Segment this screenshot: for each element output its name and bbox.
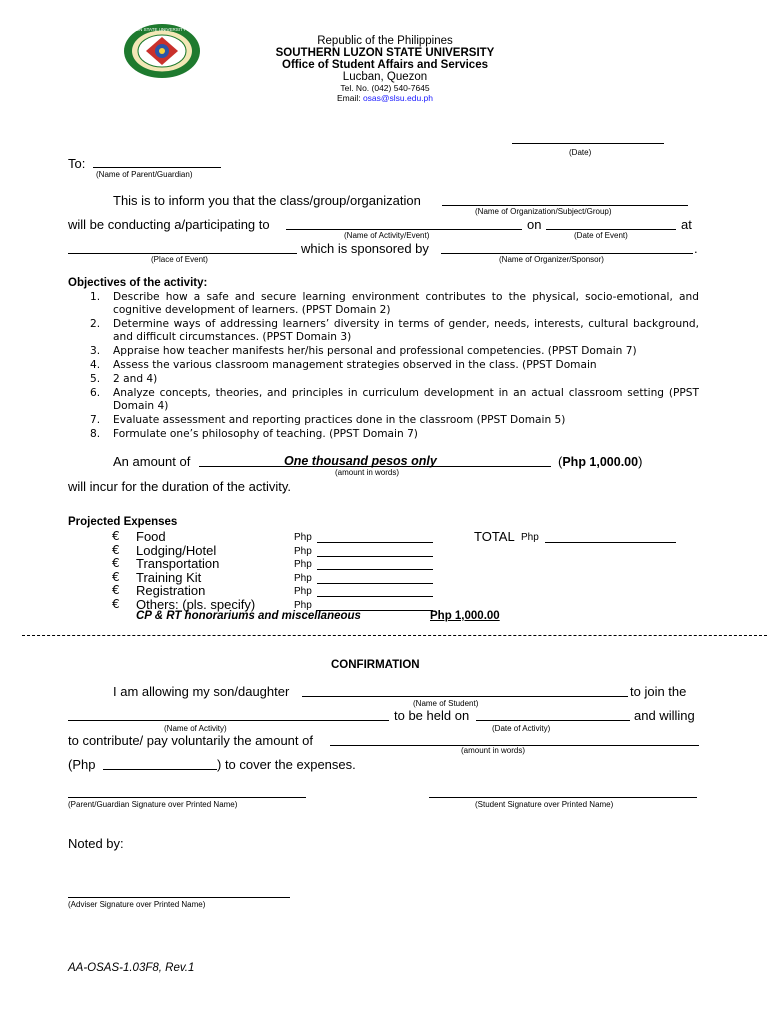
other-expense-amount: Php 1,000.00	[430, 610, 500, 622]
parent-signature-line[interactable]	[68, 797, 306, 798]
expense-label-others: Others: (pls. specify)	[136, 597, 256, 612]
date-caption: (Date)	[569, 148, 592, 157]
expense-php-label: Php	[294, 573, 312, 584]
objective-item	[90, 414, 700, 428]
objective-item	[90, 345, 700, 359]
student-signature-line[interactable]	[429, 797, 697, 798]
event-date-caption: (Date of Event)	[574, 231, 628, 240]
office-name: Office of Student Affairs and Services	[282, 59, 488, 71]
university-seal	[122, 23, 202, 79]
form-code: AA-OSAS-1.03F8, Rev.1	[68, 962, 195, 974]
email-line	[230, 93, 540, 103]
objective-text: Determine ways of addressing learners’ diversity in terms of gender, needs, interests, cultural background, and difficult circumstances. (PPST Domain 3)	[113, 318, 699, 344]
held-on-text: to be held on	[394, 708, 470, 723]
other-expense-description: CP & RT honorariums and miscellaneous	[136, 610, 361, 622]
amount-figure: Php 1,000.00	[562, 455, 639, 469]
objective-text: Assess the various classroom management strategies observed in the class. (PPST Domain	[113, 359, 597, 371]
confirmation-title: CONFIRMATION	[331, 659, 420, 671]
amount-close-paren: )	[638, 454, 643, 469]
objective-item	[90, 373, 700, 387]
event-date-line[interactable]	[546, 229, 676, 230]
objective-number: 7.	[90, 414, 101, 426]
expense-php-label: Php	[294, 559, 312, 570]
to-caption: (Name of Parent/Guardian)	[96, 170, 193, 179]
objective-text: Describe how a safe and secure learning environment contributes to the physical, socio-emotional, and cognitive development of learners. (PPST Domain 2)	[113, 291, 699, 317]
conducting-text: will be conducting a/participating to	[68, 217, 270, 232]
adviser-signature-caption: (Adviser Signature over Printed Name)	[68, 900, 206, 909]
adviser-signature-line[interactable]	[68, 897, 290, 898]
amount-label: An amount of	[113, 454, 191, 469]
confirm-activity-caption: (Name of Activity)	[164, 724, 227, 733]
willing-text: and willing	[634, 708, 695, 723]
objective-number: 5.	[90, 373, 101, 385]
expense-php-label: Php	[294, 586, 312, 597]
expense-php-label: Php	[294, 532, 312, 543]
student-signature-caption: (Student Signature over Printed Name)	[475, 800, 614, 809]
student-name-line[interactable]	[302, 696, 628, 697]
bullet-icon: €	[112, 543, 120, 557]
objective-item	[90, 291, 700, 318]
on-text: on	[527, 217, 542, 232]
place-line[interactable]	[68, 253, 297, 254]
objective-item	[90, 359, 700, 373]
seal-text: LUZON STATE UNIVERSITY 1964	[127, 27, 197, 32]
sponsor-line[interactable]	[441, 253, 693, 254]
expense-label-lodging: Lodging/Hotel	[136, 543, 217, 558]
amount-caption: (amount in words)	[335, 468, 400, 477]
expense-label-training-kit: Training Kit	[136, 570, 202, 585]
tel-number: Tel. No. (042) 540-7645	[340, 83, 430, 93]
total-php-label: Php	[521, 532, 539, 543]
email-link[interactable]: osas@slsu.edu.ph	[362, 93, 434, 103]
parent-signature-caption: (Parent/Guardian Signature over Printed Name)	[68, 800, 238, 809]
expense-amount-line[interactable]	[317, 542, 433, 543]
bullet-icon: €	[112, 556, 120, 570]
sponsor-period: .	[694, 241, 698, 256]
php-open-text: (Php	[68, 757, 96, 772]
confirm-activity-line[interactable]	[68, 720, 389, 721]
to-line[interactable]	[93, 167, 221, 168]
objective-number: 8.	[90, 428, 101, 440]
to-label: To:	[68, 156, 86, 171]
expenses-title: Projected Expenses	[68, 516, 178, 528]
student-caption: (Name of Student)	[413, 699, 479, 708]
objective-item	[90, 387, 700, 414]
objective-item	[90, 318, 700, 345]
objective-number: 4.	[90, 359, 101, 371]
expense-label-registration: Registration	[136, 583, 206, 598]
location: Lucban, Quezon	[342, 71, 428, 83]
confirm-date-line[interactable]	[476, 720, 630, 721]
objective-text: Formulate one’s philosophy of teaching. (PPST Domain 7)	[113, 428, 418, 440]
republic-line: Republic of the Philippines	[317, 35, 453, 47]
activity-line[interactable]	[286, 229, 522, 230]
activity-caption: (Name of Activity/Event)	[344, 231, 430, 240]
sponsor-caption: (Name of Organizer/Sponsor)	[499, 255, 604, 264]
contribute-amount-caption: (amount in words)	[461, 746, 526, 755]
expense-php-label: Php	[294, 546, 312, 557]
org-caption: (Name of Organization/Subject/Group)	[475, 207, 612, 216]
objective-text: Evaluate assessment and reporting practices done in the classroom (PPST Domain 5)	[113, 414, 566, 426]
objective-number: 2.	[90, 318, 101, 330]
noted-by-label: Noted by:	[68, 836, 124, 851]
amount-words: One thousand pesos only	[284, 454, 437, 468]
confirm-date-caption: (Date of Activity)	[492, 724, 551, 733]
inform-text: This is to inform you that the class/group/organization	[113, 193, 421, 208]
total-amount-line[interactable]	[545, 542, 676, 543]
objectives-title: Objectives of the activity:	[68, 277, 208, 289]
expense-php-label: Php	[294, 600, 312, 611]
objective-text: Appraise how teacher manifests her/his personal and professional competencies. (PPST Domain 7)	[113, 345, 637, 357]
bullet-icon: €	[112, 529, 120, 543]
amount-figure-wrap	[558, 454, 642, 469]
php-figure-line[interactable]	[103, 769, 217, 770]
allowing-text: I am allowing my son/daughter	[113, 684, 290, 699]
expense-amount-line[interactable]	[317, 583, 433, 584]
email-label: Email:	[336, 93, 363, 103]
objective-number: 1.	[90, 291, 101, 303]
place-caption: (Place of Event)	[151, 255, 208, 264]
bullet-icon: €	[112, 570, 120, 584]
date-line[interactable]	[512, 143, 664, 144]
objective-number: 6.	[90, 387, 101, 399]
contribute-text: to contribute/ pay voluntarily the amount of	[68, 733, 313, 748]
org-line[interactable]	[442, 205, 688, 206]
bullet-icon: €	[112, 583, 120, 597]
total-label: TOTAL	[474, 529, 515, 544]
objective-number: 3.	[90, 345, 101, 357]
join-text: to join the	[630, 684, 687, 699]
sponsored-text: which is sponsored by	[301, 241, 429, 256]
expense-label-transportation: Transportation	[136, 556, 220, 571]
incur-text: will incur for the duration of the activity.	[68, 479, 292, 494]
bullet-icon: €	[112, 597, 120, 611]
expense-amount-line[interactable]	[317, 596, 433, 597]
cut-divider	[22, 635, 768, 636]
expense-label-food: Food	[136, 529, 166, 544]
expense-amount-line[interactable]	[317, 556, 433, 557]
cover-text: ) to cover the expenses.	[217, 757, 356, 772]
objective-text: Analyze concepts, theories, and principles in curriculum development in an actual classroom setting (PPST Domain 4)	[113, 387, 699, 413]
objective-item	[90, 428, 700, 442]
amount-open-paren: (	[558, 454, 563, 469]
expense-amount-line[interactable]	[317, 569, 433, 570]
at-text: at	[681, 217, 692, 232]
university-name: SOUTHERN LUZON STATE UNIVERSITY	[275, 47, 495, 59]
objective-text: 2 and 4)	[113, 373, 158, 385]
